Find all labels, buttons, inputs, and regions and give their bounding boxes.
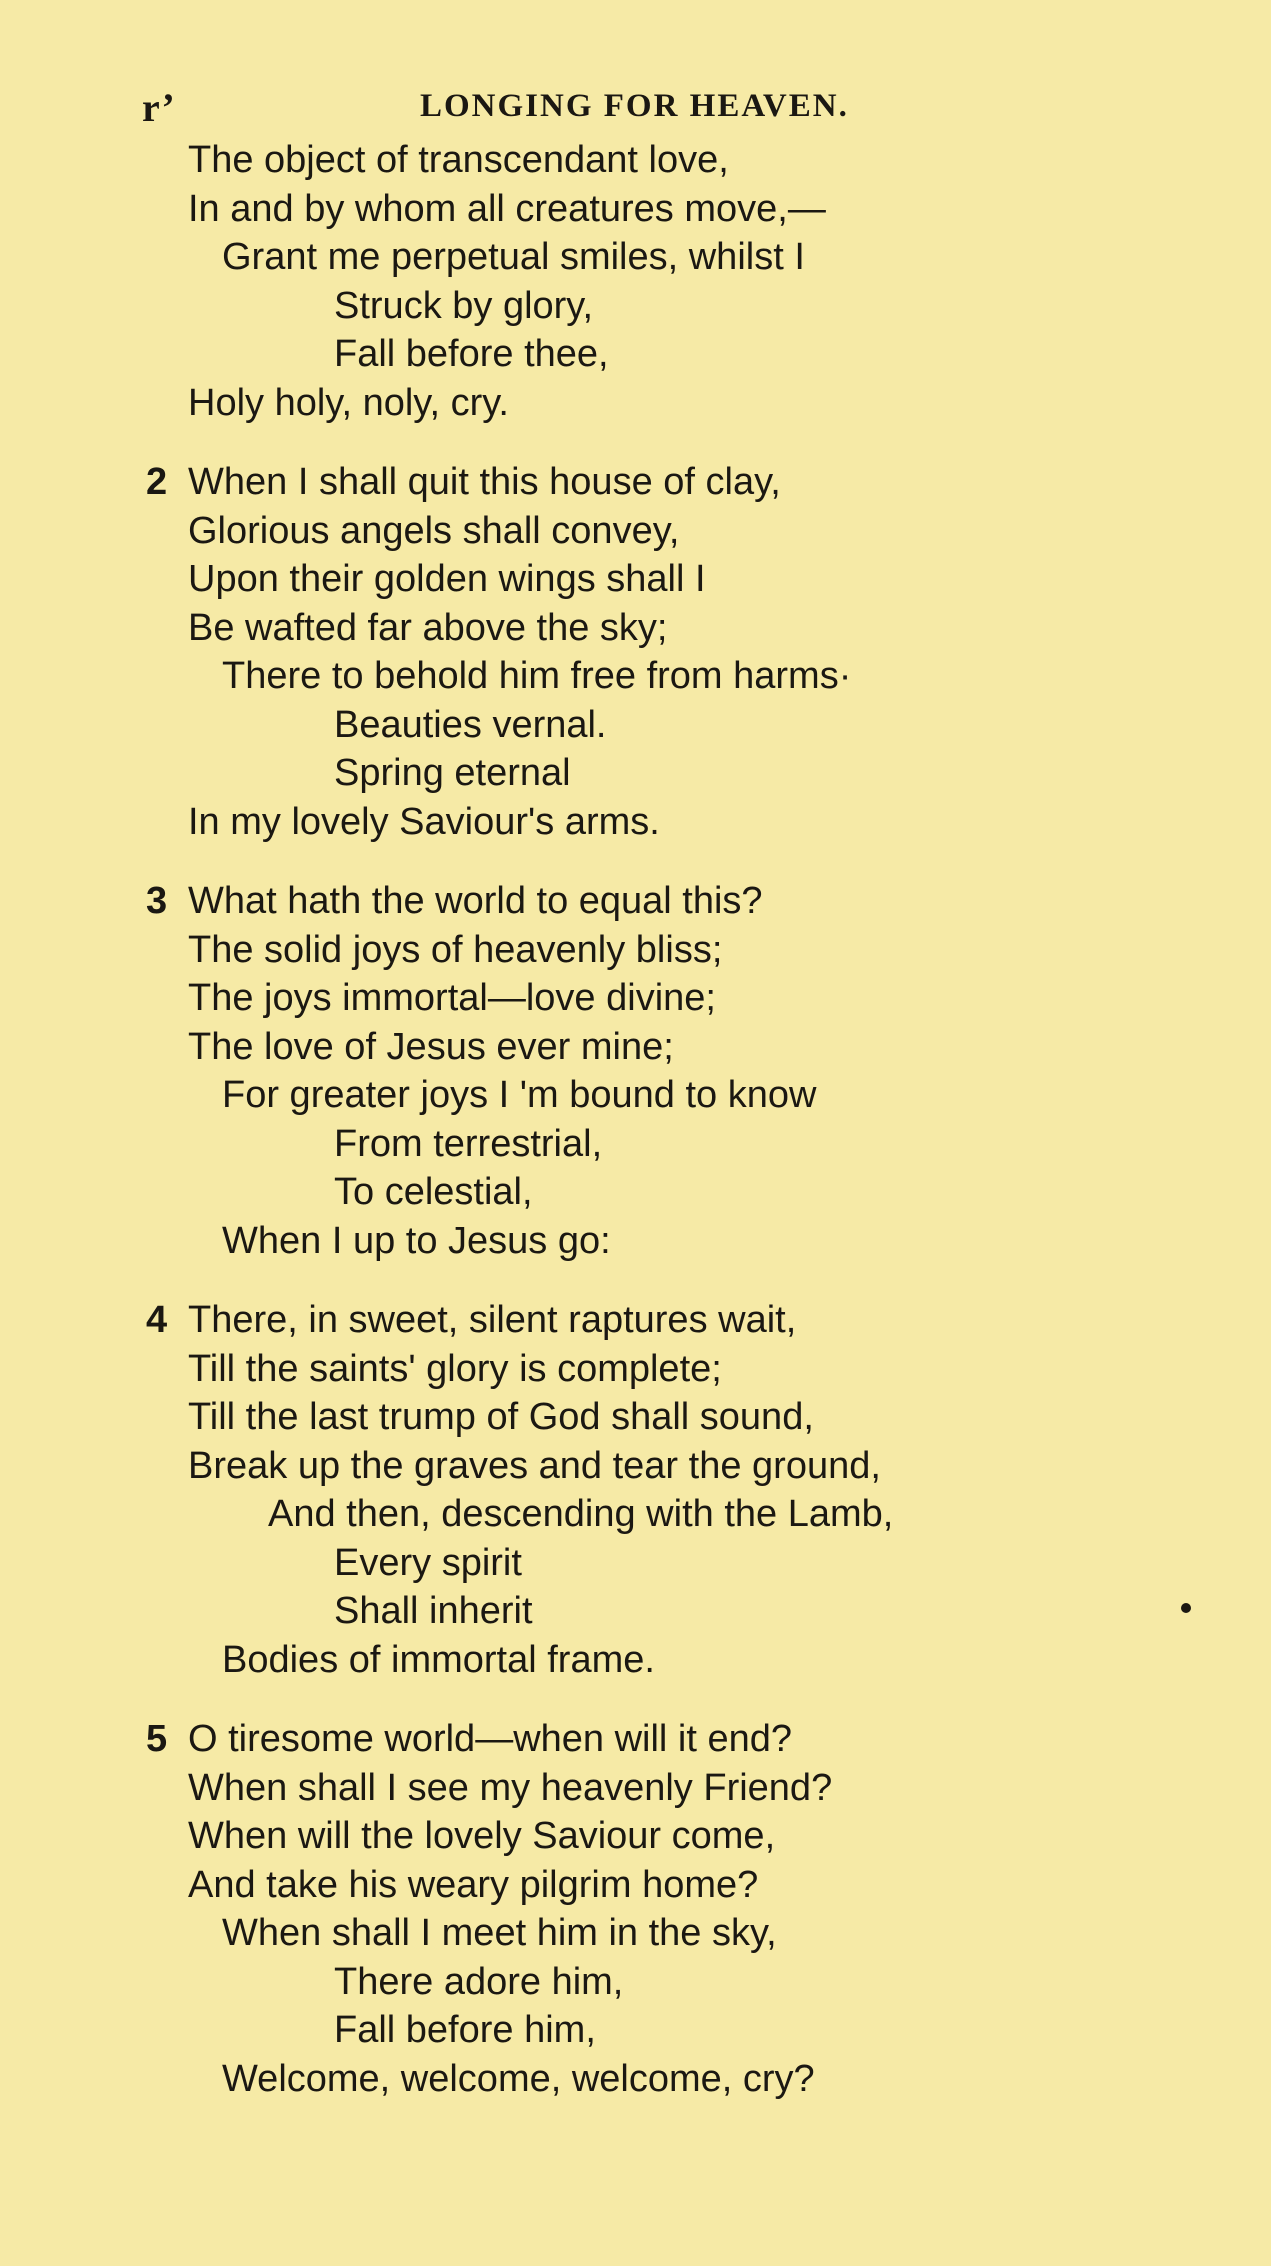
- verse-line: There to behold him free from harms·: [222, 655, 852, 697]
- verse-line: When shall I see my heavenly Friend?: [188, 1766, 833, 1809]
- stanza-1: [0, 136, 1271, 427]
- verse-line: To celestial,: [334, 1171, 533, 1213]
- verse-line: O tiresome world—when will it end?: [188, 1718, 793, 1760]
- verse-line: There, in sweet, silent raptures wait,: [188, 1299, 797, 1341]
- verse-line: In and by whom all creatures move,—: [188, 187, 826, 230]
- stanza-2: [0, 458, 1271, 846]
- ink-speck: [1181, 1603, 1191, 1613]
- verse-line: Holy holy, noly, cry.: [188, 381, 509, 424]
- verse-line: In my lovely Saviour's arms.: [188, 800, 660, 843]
- stanza-5: [0, 1715, 1271, 2103]
- verse-line: Shall inherit: [334, 1590, 533, 1632]
- verse-line: Upon their golden wings shall I: [188, 558, 706, 600]
- verse-line: Glorious angels shall convey,: [188, 509, 680, 552]
- verse-line: When I shall quit this house of clay,: [188, 461, 781, 503]
- verse-line: And then, descending with the Lamb,: [268, 1493, 894, 1535]
- verse-line: And take his weary pilgrim home?: [188, 1863, 759, 1906]
- verse-line: What hath the world to equal this?: [188, 880, 763, 922]
- verse-line: Break up the graves and tear the ground,: [188, 1444, 881, 1487]
- hymn-text: [0, 136, 1271, 2134]
- verse-line: Every spirit: [334, 1541, 522, 1584]
- stanza-number: 4: [146, 1299, 168, 1341]
- verse-line: Fall before thee,: [334, 333, 609, 375]
- verse-line: When I up to Jesus go:: [222, 1219, 611, 1262]
- verse-line: When will the lovely Saviour come,: [188, 1815, 776, 1857]
- stanza-number: 3: [146, 880, 168, 922]
- verse-line: When shall I meet him in the sky,: [222, 1912, 777, 1954]
- verse-line: There adore him,: [334, 1960, 624, 2003]
- verse-line: For greater joys I 'm bound to know: [222, 1074, 817, 1116]
- stanza-4: [0, 1296, 1271, 1684]
- verse-line: Spring eternal: [334, 752, 571, 794]
- verse-line: The joys immortal—love divine;: [188, 977, 716, 1019]
- verse-line: Till the last trump of God shall sound,: [188, 1396, 814, 1438]
- page-number: r’: [142, 85, 176, 130]
- verse-line: Grant me perpetual smiles, whilst I: [222, 236, 805, 278]
- stanza-number: 5: [146, 1718, 168, 1760]
- verse-line: Fall before him,: [334, 2009, 596, 2051]
- verse-line: Be wafted far above the sky;: [188, 606, 668, 649]
- stanza-number: 2: [146, 461, 168, 503]
- verse-line: From terrestrial,: [334, 1122, 603, 1165]
- verse-line: Till the saints' glory is complete;: [188, 1347, 722, 1390]
- stanza-3: [0, 877, 1271, 1265]
- verse-line: The object of transcendant love,: [188, 139, 729, 181]
- verse-line: Beauties vernal.: [334, 703, 607, 746]
- verse-line: Bodies of immortal frame.: [222, 1638, 655, 1681]
- verse-line: The love of Jesus ever mine;: [188, 1025, 674, 1068]
- running-head: LONGING FOR HEAVEN.: [420, 88, 849, 124]
- verse-line: Struck by glory,: [334, 284, 594, 327]
- verse-line: Welcome, welcome, welcome, cry?: [222, 2057, 815, 2100]
- verse-line: The solid joys of heavenly bliss;: [188, 928, 723, 971]
